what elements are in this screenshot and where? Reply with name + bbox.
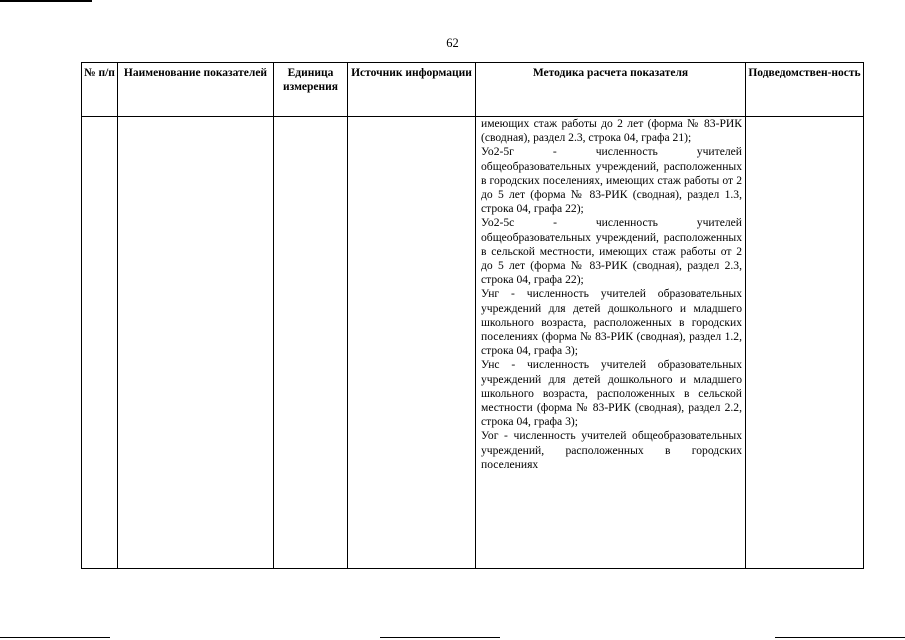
cell-subordination bbox=[746, 117, 864, 569]
scan-artifact-bottom-right bbox=[775, 637, 905, 638]
header-method: Методика расчета показателя bbox=[476, 63, 746, 117]
header-unit: Единица измерения bbox=[274, 63, 348, 117]
scan-artifact-bottom-left bbox=[0, 637, 110, 638]
method-paragraph: Уо2-5с - численность учителей общеобразовательных учреждений, расположенных в сельской местности, имеющих стаж работы от 2 до 5 лет (форма № 83-РИК (сводная), раздел 2.3, строка 04, графа 22); bbox=[481, 216, 742, 287]
method-paragraph: Уог - численность учителей общеобразовательных учреждений, расположенных в городских поселениях bbox=[481, 429, 742, 471]
cell-unit bbox=[274, 117, 348, 569]
cell-name bbox=[118, 117, 274, 569]
method-paragraph: Уо2-5г - численность учителей общеобразовательных учреждений, расположенных в городских поселениях, имеющих стаж работы от 2 до 5 лет (форма № 83-РИК (сводная), раздел 1.3, строка 04, графа 22); bbox=[481, 145, 742, 216]
cell-num bbox=[82, 117, 118, 569]
header-subordination: Подведомствен-ность bbox=[746, 63, 864, 117]
table-row bbox=[82, 117, 864, 569]
table-header-row bbox=[82, 63, 864, 117]
cell-source bbox=[348, 117, 476, 569]
method-paragraph: Унс - численность учителей образовательных учреждений для детей дошкольного и младшего школьного возраста, расположенных в сельской местности (форма № 83-РИК (сводная), раздел 2.2, строка 04, графа 3); bbox=[481, 358, 742, 429]
header-source: Источник информации bbox=[348, 63, 476, 117]
indicator-table bbox=[81, 62, 864, 569]
scan-artifact-top-left bbox=[0, 0, 92, 2]
scan-artifact-bottom-center bbox=[380, 637, 500, 638]
cell-method bbox=[476, 117, 746, 569]
method-paragraph: имеющих стаж работы до 2 лет (форма № 83-РИК (сводная), раздел 2.3, строка 04, графа 21); bbox=[481, 117, 742, 145]
header-name: Наименование показателей bbox=[118, 63, 274, 117]
header-num: № п/п bbox=[82, 63, 118, 117]
page-number: 62 bbox=[446, 36, 459, 50]
method-paragraph: Унг - численность учителей образовательных учреждений для детей дошкольного и младшего школьного возраста, расположенных в городских поселениях (форма № 83-РИК (сводная), раздел 1.2, строка 04, графа 3); bbox=[481, 287, 742, 358]
